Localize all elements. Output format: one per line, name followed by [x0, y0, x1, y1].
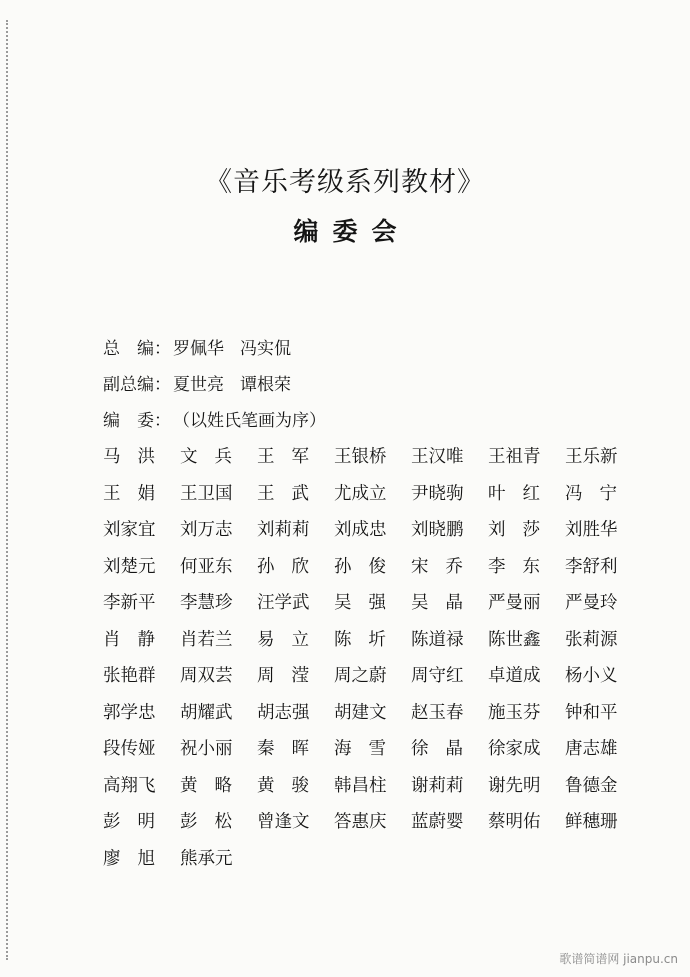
- deputy-editor-line: [103, 370, 291, 395]
- member-name: 刘成忠: [334, 520, 387, 540]
- member-name: 胡建文: [334, 702, 387, 723]
- member-name: 王祖青: [488, 447, 541, 467]
- site-watermark: 歌谱简谱网 jianpu.cn: [559, 952, 678, 966]
- member-name: 王银桥: [334, 447, 387, 467]
- member-name: 王武: [257, 483, 326, 504]
- page-subtitle: 编委会: [293, 217, 411, 246]
- member-name: 徐家成: [488, 739, 541, 759]
- chief-editor-name: 冯实侃: [240, 339, 291, 359]
- editorial-board-label: 编 委：: [103, 411, 171, 431]
- member-name: 张艳群: [103, 666, 156, 686]
- chief-editor-line: [103, 334, 291, 359]
- member-name: 吴强: [334, 593, 403, 613]
- member-name: 黄骏: [257, 775, 326, 796]
- member-name: 严曼玲: [565, 593, 618, 613]
- member-name: 肖静: [103, 629, 172, 650]
- editorial-board-note: （以姓氏笔画为序）: [173, 411, 326, 431]
- member-name: 李慧珍: [180, 593, 233, 613]
- member-name: 施玉芬: [488, 702, 541, 723]
- member-name: 刘万志: [180, 520, 233, 540]
- member-name: 肖若兰: [180, 629, 233, 650]
- member-name: 刘晓鹏: [411, 520, 464, 540]
- member-name: 李新平: [103, 593, 156, 613]
- member-name: 易立: [257, 629, 326, 650]
- deputy-editor-name: 谭根荣: [240, 375, 291, 395]
- member-name: 王汉唯: [411, 447, 464, 467]
- member-name: 周守红: [411, 666, 464, 686]
- member-name: 蓝蔚婴: [411, 812, 464, 832]
- member-name: 郭学忠: [103, 702, 156, 723]
- member-name-grid: [103, 443, 642, 881]
- member-name: 周双芸: [180, 666, 233, 686]
- chief-editor-label: 总 编：: [103, 339, 171, 359]
- page-title: 《音乐考级系列教材》: [205, 167, 485, 198]
- member-name: 彭明: [103, 812, 172, 832]
- member-name: 谢先明: [488, 775, 541, 796]
- chief-editor-name: 罗佩华: [173, 339, 224, 359]
- member-name: 李东: [488, 556, 557, 577]
- member-name: 马洪: [103, 447, 172, 467]
- member-name: 汪学武: [257, 593, 310, 613]
- editorial-board-line: [103, 406, 326, 431]
- member-name: 韩昌柱: [334, 775, 387, 796]
- member-name: 文兵: [180, 447, 249, 467]
- member-name: 叶红: [488, 483, 557, 504]
- member-name: 黄略: [180, 775, 249, 796]
- member-name: 廖旭: [103, 848, 172, 869]
- member-name: 王军: [257, 447, 326, 467]
- member-name: 周滢: [257, 666, 326, 686]
- member-name: 刘家宜: [103, 520, 156, 540]
- member-name: 冯宁: [565, 483, 634, 504]
- member-name: 刘胜华: [565, 520, 618, 540]
- member-name: 周之蔚: [334, 666, 387, 686]
- member-name: 钟和平: [565, 702, 618, 723]
- member-name: 彭松: [180, 812, 249, 832]
- member-name: 徐晶: [411, 739, 480, 759]
- member-name: 熊承元: [180, 848, 233, 869]
- member-name: 鲁德金: [565, 775, 618, 796]
- member-name: 赵玉春: [411, 702, 464, 723]
- member-name: 陈世鑫: [488, 629, 541, 650]
- member-name: 孙俊: [334, 556, 403, 577]
- member-name: 刘莎: [488, 520, 557, 540]
- member-name: 吴晶: [411, 593, 480, 613]
- member-name: 王卫国: [180, 483, 233, 504]
- member-name: 杨小义: [565, 666, 618, 686]
- member-name: 何亚东: [180, 556, 233, 577]
- member-name: 谢莉莉: [411, 775, 464, 796]
- member-name: 严曼丽: [488, 593, 541, 613]
- member-name: 胡耀武: [180, 702, 233, 723]
- member-name: 刘莉莉: [257, 520, 310, 540]
- member-name: 曾逢文: [257, 812, 310, 832]
- member-name: 答惠庆: [334, 812, 387, 832]
- member-name: 李舒利: [565, 556, 618, 577]
- member-name: 海雪: [334, 739, 403, 759]
- member-name: 尤成立: [334, 483, 387, 504]
- member-name: 唐志雄: [565, 739, 618, 759]
- member-name: 蔡明佑: [488, 812, 541, 832]
- member-name: 胡志强: [257, 702, 310, 723]
- member-name: 尹晓驹: [411, 483, 464, 504]
- member-name: 鲜穗珊: [565, 812, 618, 832]
- member-name: 祝小丽: [180, 739, 233, 759]
- deputy-editor-label: 副总编：: [103, 375, 171, 395]
- member-name: 段传娅: [103, 739, 156, 759]
- member-name: 孙欣: [257, 556, 326, 577]
- member-name: 王乐新: [565, 447, 618, 467]
- member-name: 陈道禄: [411, 629, 464, 650]
- deputy-editor-name: 夏世亮: [173, 375, 224, 395]
- member-name: 秦晖: [257, 739, 326, 759]
- member-name: 王娟: [103, 483, 172, 504]
- member-name: 陈圻: [334, 629, 403, 650]
- member-name: 高翔飞: [103, 775, 156, 796]
- member-name: 宋乔: [411, 556, 480, 577]
- member-name: 刘楚元: [103, 556, 156, 577]
- member-name: 卓道成: [488, 666, 541, 686]
- member-name: 张莉源: [565, 629, 618, 650]
